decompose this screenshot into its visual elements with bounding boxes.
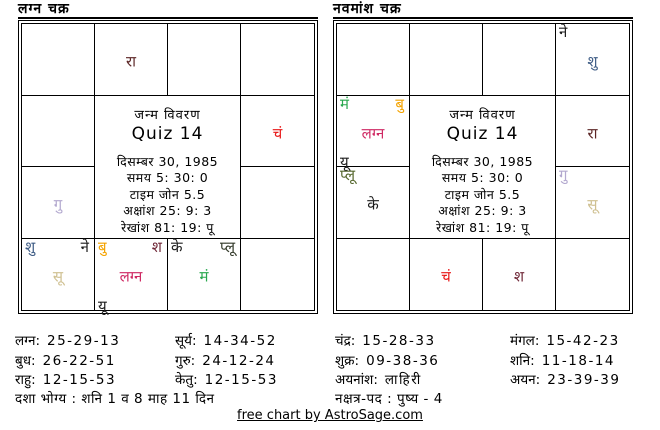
rahu-position (15, 370, 175, 390)
dasha-balance: दशा भोग्य : शनि 1 व 8 माह 11 दिन (15, 391, 215, 407)
lagna-chart (18, 2, 318, 314)
ketu-glyph: के (171, 237, 183, 256)
venus-glyph: शु (25, 237, 36, 256)
position-value: 11-18-14 (541, 352, 615, 369)
position-label: केतु: (175, 372, 198, 388)
chart-cell (556, 24, 629, 96)
birth-details-box (95, 96, 241, 239)
birth-detail-line: अक्षांश 25: 9: 3 (438, 203, 527, 218)
chart-cell (22, 239, 95, 311)
birth-details-lines (410, 154, 555, 237)
position-value: 15-42-23 (546, 333, 620, 349)
position-value: लाहिरी (384, 372, 422, 388)
chart-cell (337, 167, 410, 239)
chart-frame (333, 20, 633, 314)
jupiter-glyph: गु (559, 166, 568, 184)
mercury-glyph: बु (98, 237, 107, 256)
birth-detail-line: दिसम्बर 30, 1985 (116, 153, 219, 169)
jupiter-glyph: गु (53, 195, 63, 214)
position-label: लग्न: (15, 333, 40, 349)
navamsa-chart-grid (336, 23, 630, 311)
mars-glyph: मं (340, 94, 349, 113)
footer (0, 408, 660, 423)
birth-detail-line: अक्षांश 25: 9: 3 (123, 203, 212, 218)
chart-cell (556, 167, 629, 239)
mercury-position (15, 351, 175, 371)
chart-cell (556, 239, 629, 311)
position-label: चंद्र: (335, 333, 356, 349)
chart-cell (241, 239, 314, 311)
mercury-glyph: बु (395, 94, 404, 113)
lagna-glyph: लग्न (119, 267, 143, 286)
lagna-position (15, 331, 175, 351)
chart-cell (95, 24, 168, 96)
position-value: 09-38-36 (366, 352, 440, 369)
chart-cell (168, 24, 241, 96)
birth-details-box (410, 96, 556, 239)
chart-cell (410, 24, 483, 96)
position-value: 26-22-51 (42, 352, 116, 369)
position-label: राहु: (15, 372, 36, 388)
chart-cell (22, 167, 95, 239)
chart-cell (483, 24, 556, 96)
chart-cell (241, 96, 314, 168)
saturn-position (510, 351, 655, 371)
chart-cell (337, 239, 410, 311)
chart-cell (410, 239, 483, 311)
pluto-glyph: प्लू (219, 237, 235, 256)
birth-detail-line: समय 5: 30: 0 (126, 170, 209, 185)
lagna-chart-title: लग्न चक्र (18, 2, 318, 19)
ayanamsa-position (335, 370, 510, 390)
planet-positions-table (15, 331, 655, 390)
chart-cell (337, 94, 410, 171)
chart-cell (95, 237, 168, 315)
birth-detail-line: रेखांश 81: 19: पू (121, 219, 214, 235)
position-label: मंगल: (510, 333, 540, 349)
position-label: शुक्र: (335, 352, 360, 369)
position-value: 23-39-39 (547, 372, 621, 388)
birth-details-heading: जन्म विवरण (449, 107, 516, 123)
lagna-chart-grid (21, 23, 315, 315)
uranus-glyph: यू (98, 297, 107, 315)
position-value: 14-34-52 (203, 333, 277, 349)
chart-cell (22, 24, 95, 96)
moon-glyph: चं (441, 267, 451, 286)
birth-detail-line: रेखांश 81: 19: पू (436, 219, 529, 235)
birth-detail-line: टाइम जोन 5.5 (444, 186, 521, 202)
chart-cell (337, 24, 410, 96)
position-label: गुरु: (175, 352, 196, 369)
nakshatra-pada: नक्षत्र-पद : पुष्य - 4 (335, 391, 443, 407)
sun-glyph: सू (52, 267, 64, 286)
moon-glyph: चं (272, 124, 283, 143)
venus-position (335, 351, 510, 371)
position-label: बुध: (15, 352, 36, 369)
chart-cell (241, 167, 314, 239)
neptune-glyph: ने (559, 23, 568, 41)
chart-cell (168, 239, 241, 311)
position-label: अयन: (510, 372, 541, 388)
rahu-glyph: रा (125, 52, 137, 71)
ayana-position (510, 370, 655, 390)
neptune-glyph: ने (80, 237, 89, 256)
position-label: सूर्य: (175, 333, 197, 349)
position-value: 15-28-33 (362, 333, 436, 349)
sun-glyph: सू (587, 195, 598, 214)
birth-detail-line: समय 5: 30: 0 (441, 170, 524, 185)
chart-cell (241, 24, 314, 96)
position-label: शनि: (510, 352, 535, 369)
position-value: 25-29-13 (47, 333, 121, 349)
native-name: Quiz 14 (446, 123, 519, 144)
chart-cell (483, 239, 556, 311)
position-value: 12-15-53 (42, 372, 117, 388)
navamsa-chart-title: नवमांश चक्र (333, 2, 633, 19)
lagna-glyph: लग्न (361, 124, 385, 143)
birth-details-lines (95, 154, 240, 237)
ketu-glyph: के (367, 195, 379, 214)
venus-glyph: शु (587, 52, 598, 71)
uranus-glyph: यू (340, 153, 349, 171)
position-value: 12-15-53 (204, 372, 278, 388)
ketu-position (175, 370, 335, 390)
mars-position (510, 331, 655, 351)
mars-glyph: मं (199, 267, 209, 286)
position-value: 24-12-24 (202, 352, 276, 369)
chart-cell (556, 96, 629, 168)
jupiter-position (175, 351, 335, 371)
chart-frame (18, 20, 318, 314)
chart-cell (22, 96, 95, 168)
birth-details-heading: जन्म विवरण (134, 107, 201, 123)
navamsa-chart (333, 2, 633, 314)
pluto-glyph: प्लू (340, 166, 356, 184)
native-name: Quiz 14 (131, 123, 204, 144)
rahu-glyph: रा (587, 124, 598, 143)
saturn-glyph: श (151, 237, 162, 256)
position-label: अयनांश: (335, 372, 378, 388)
birth-detail-line: दिसम्बर 30, 1985 (431, 153, 534, 169)
birth-detail-line: टाइम जोन 5.5 (129, 186, 206, 202)
astrosage-link[interactable]: free chart by AstroSage.com (237, 408, 423, 423)
sun-position (175, 331, 335, 351)
moon-position (335, 331, 510, 351)
saturn-glyph: श (513, 267, 525, 286)
